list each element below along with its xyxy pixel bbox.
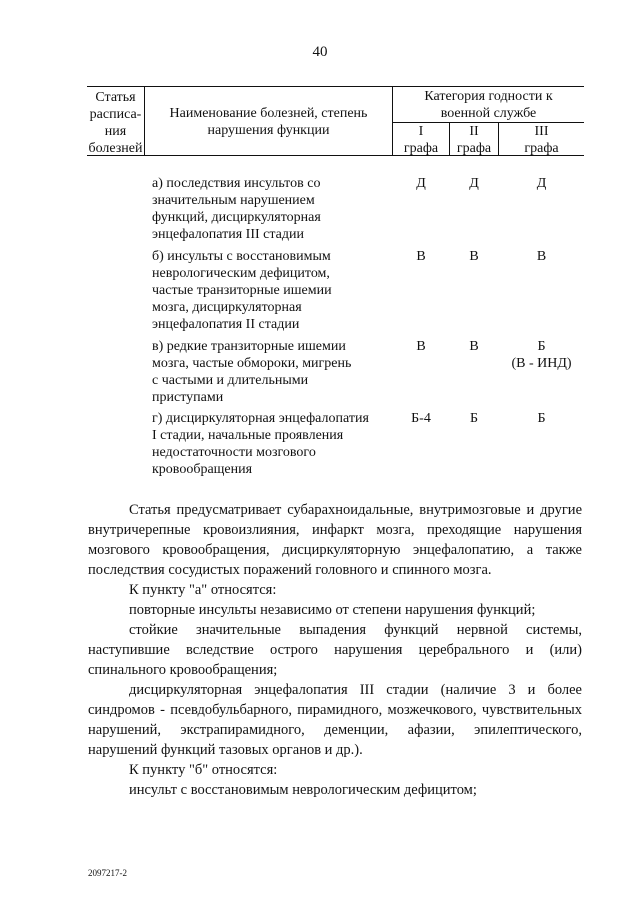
table-row-d-cat-1: Б-4 — [411, 411, 431, 426]
paragraph-point-a-item-1: повторные инсульты независимо от степени нарушения функций; — [129, 602, 536, 618]
table-row-a-cat-1: Д — [416, 176, 426, 191]
table-row-c-cat-1: В — [416, 339, 426, 354]
paragraph-intro: Статья предусматривает субарахноидальные, внутримозговые и другие внутричерепные кровоизлияния, инфаркт мозга, преходящие нарушения мозгового кровообращения, дисциркуляторную энцефалопатию, а также последствия сосудистых поражений головного и спинного мозга. — [88, 502, 582, 578]
table-row-b-cat-1: В — [416, 249, 426, 264]
paragraph-point-a-item-3: дисциркуляторная энцефалопатия III стадии (наличие 3 и более синдромов - псевдобульбарного, пирамидного, мозжечкового, чувствительных нарушений, экстрапирамидного, деменции, афазии, эпилептического, нарушений функций тазовых органов и др.). — [88, 682, 582, 758]
header-top-border — [87, 86, 584, 87]
page-number: 40 — [312, 44, 328, 60]
header-graph-3: III графа — [524, 124, 559, 156]
table-row-a-cat-3: Д — [536, 176, 547, 191]
article-text — [88, 500, 582, 800]
header-graph-1: I графа — [403, 124, 439, 156]
table-row-a-cat-2: Д — [469, 176, 479, 191]
table-row-a-text: а) последствия инсультов со значительным нарушением функций, дисциркуляторная энцефалопатия III стадии — [152, 176, 321, 242]
table-row-b-text: б) инсульты с восстановимым неврологическим дефицитом, частые транзиторные ишемии мозга, дисциркуляторная энцефалопатия II стадии — [152, 249, 332, 332]
header-disease-label: Наименование болезней, степень нарушения функции — [169, 106, 368, 138]
paragraph-point-a-heading: К пункту "а" относятся: — [129, 582, 277, 598]
footer-code: 2097217-2 — [88, 868, 127, 878]
table-body — [0, 170, 640, 490]
table-row-c-text: в) редкие транзиторные ишемии мозга, частые обмороки, мигрень с частыми и длительными приступами — [152, 339, 352, 405]
paragraph-point-a-item-2: стойкие значительные выпадения функций нервной системы, наступившие вследствие острого нарушения церебрального и (или) спинального кровообращения; — [88, 622, 582, 678]
header-category-title: Категория годности к военной службе — [424, 89, 553, 121]
header-article-label: Статья расписа- ния болезней — [88, 90, 143, 156]
table-row-c-cat-2: В — [469, 339, 479, 354]
header-graph-2: II графа — [456, 124, 492, 156]
table-header — [0, 0, 640, 160]
table-row-c-cat-3: Б (В - ИНД) — [511, 339, 572, 371]
paragraph-point-b-item-1: инсульт с восстановимым неврологическим дефицитом; — [129, 782, 477, 798]
table-row-d-cat-2: Б — [469, 411, 479, 426]
table-row-b-cat-3: В — [536, 249, 547, 264]
table-row-b-cat-2: В — [469, 249, 479, 264]
paragraph-point-b-heading: К пункту "б" относятся: — [129, 762, 278, 778]
table-row-d-text: г) дисциркуляторная энцефалопатия I стадии, начальные проявления недостаточности мозгового кровообращения — [152, 411, 369, 477]
table-row-d-cat-3: Б — [537, 411, 546, 426]
